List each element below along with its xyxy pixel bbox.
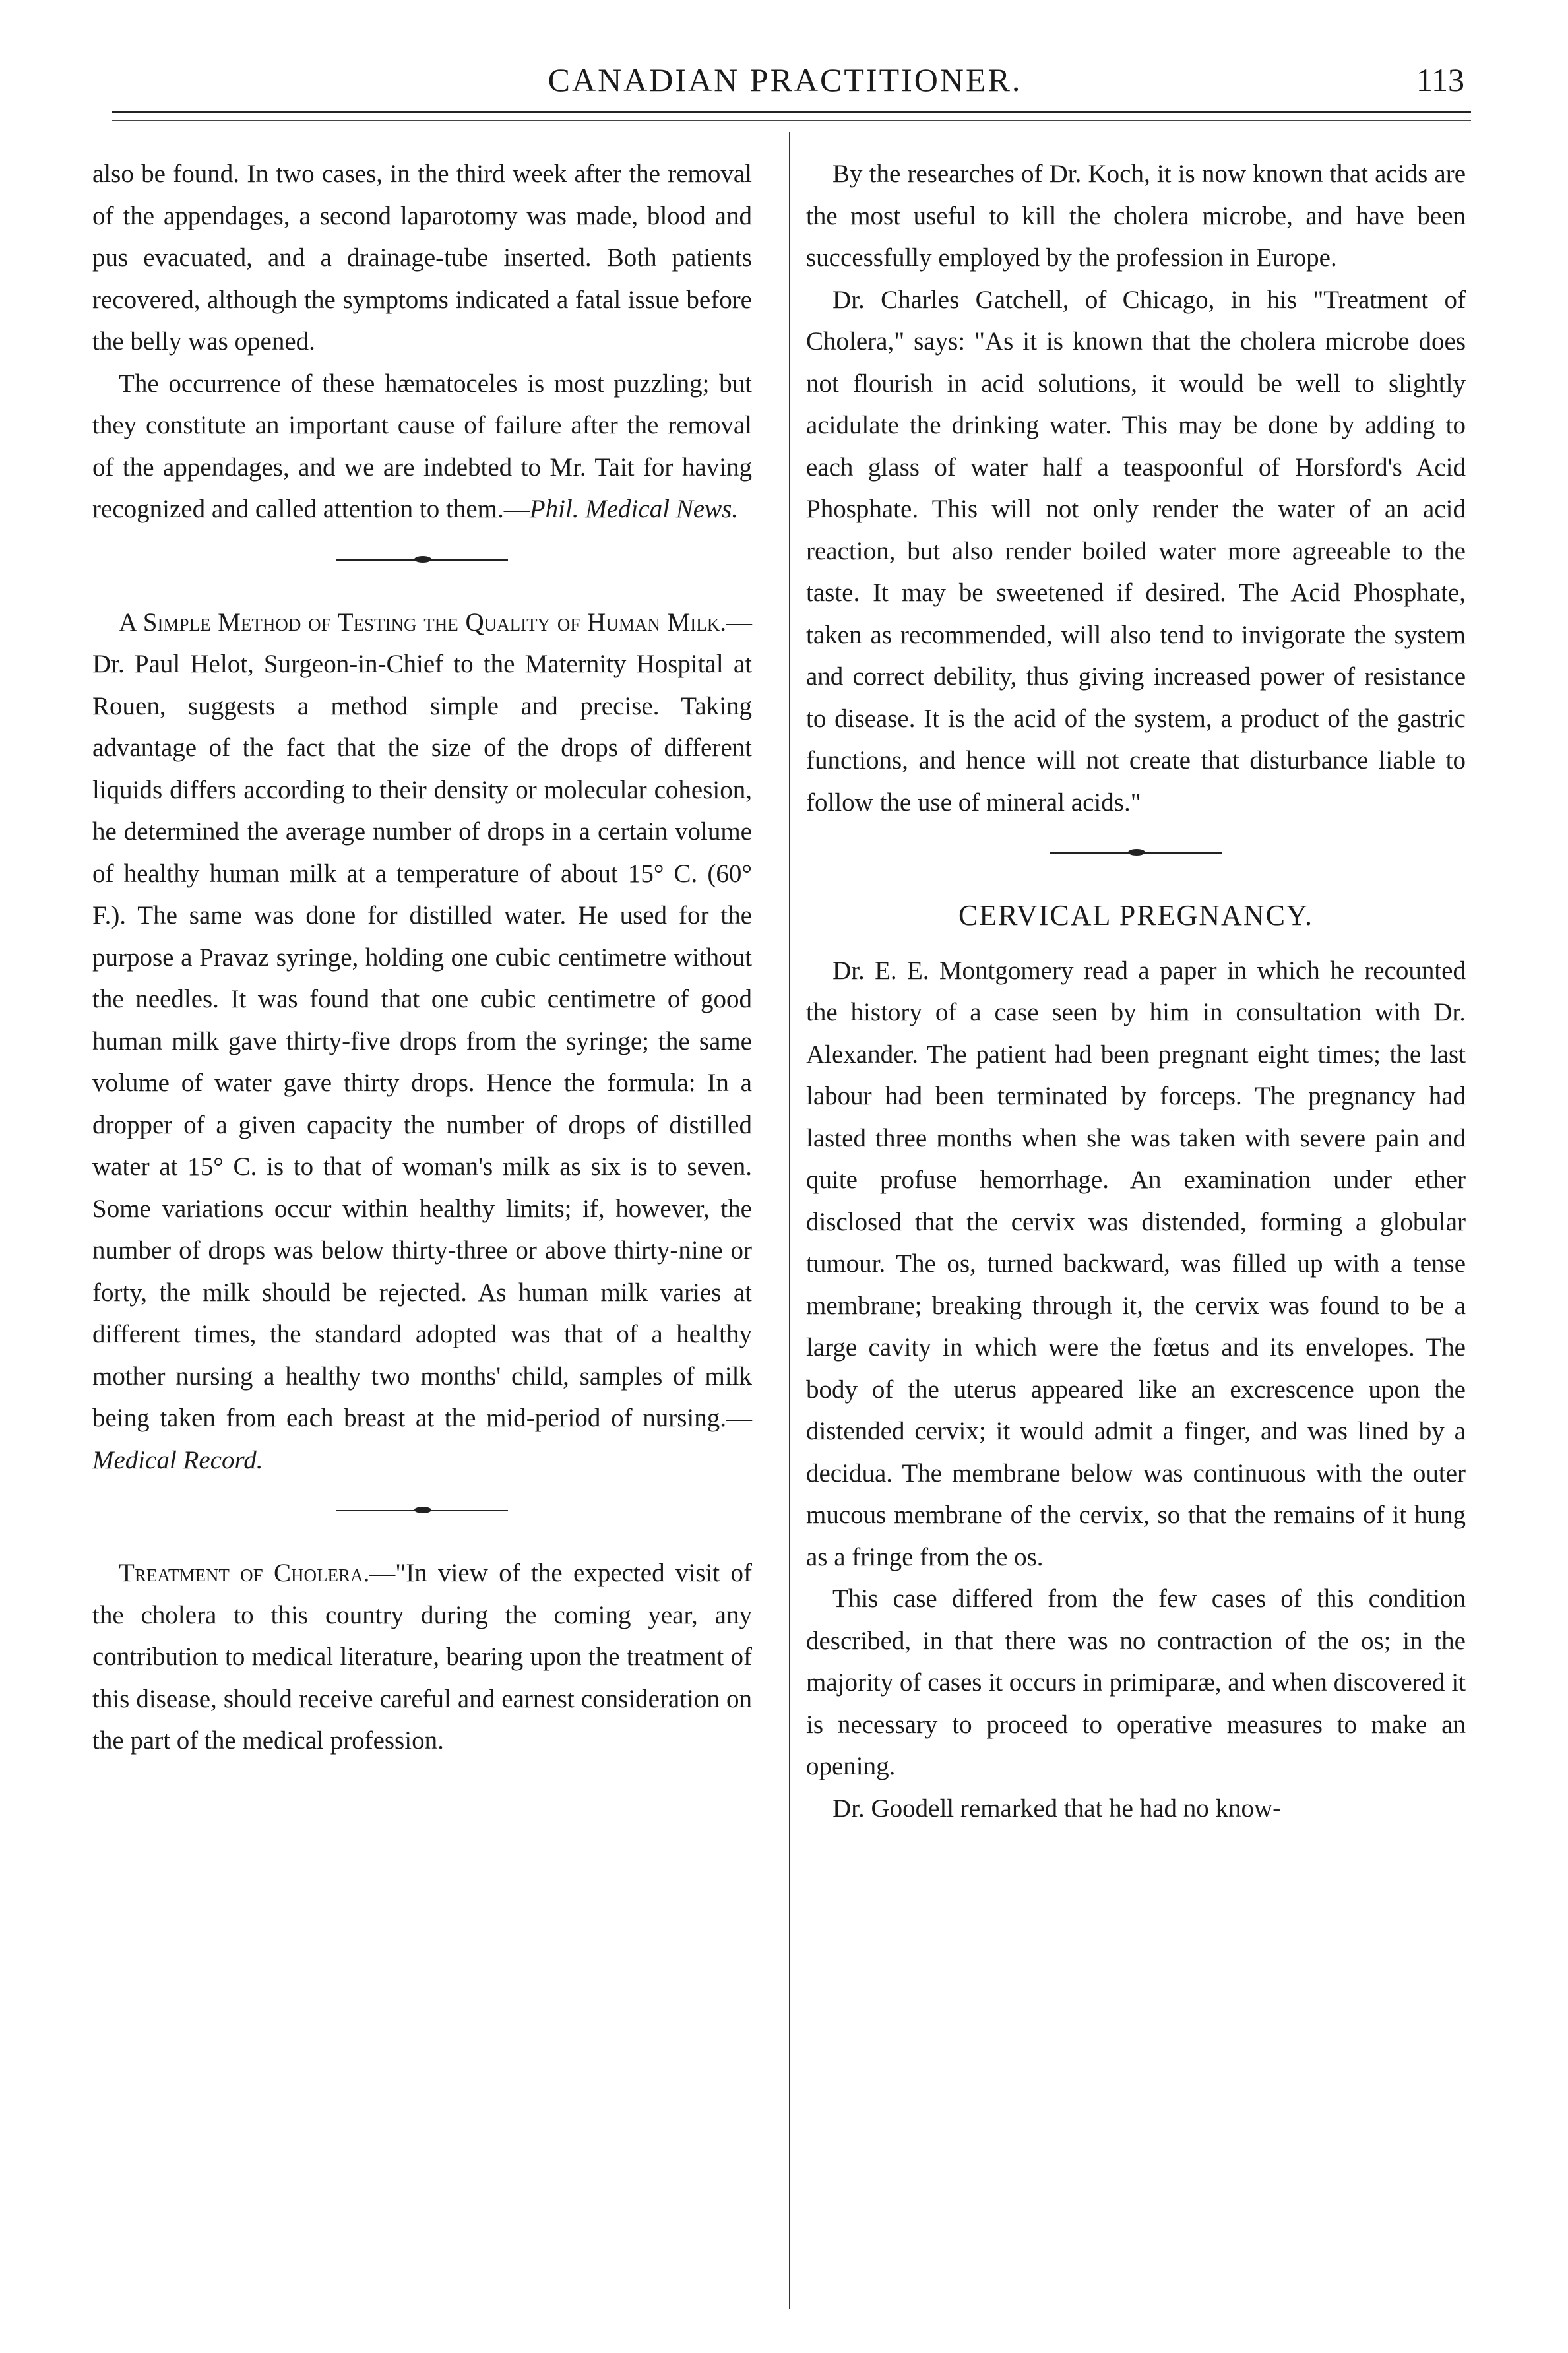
ornamental-rule <box>336 1510 508 1518</box>
paragraph-continued: also be found. In two cases, in the third week after the removal of the appendages, a second laparotomy was made, blood and pus evacuated, and a drainage-tube inserted. Both patients recovered, although the symptoms indicated a fatal issue before the belly was opened. <box>92 160 752 356</box>
left-column <box>92 153 752 1762</box>
article-heading: A Simple Method of Testing the Quality of Human Milk. <box>119 608 726 637</box>
journal-title: CANADIAN PRACTITIONER. <box>548 61 1022 98</box>
article-text: —Dr. Paul Helot, Surgeon-in-Chief to the Maternity Hospital at Rouen, suggests a method simple and precise. Taking advantage of the fact that the size of the drops of different liquids differs according to their density or molecular cohesion, he determined the average number of drops in a certain volume of healthy human milk at a temperature of about 15° C. (60° F.). The same was done for distilled water. He used for the purpose a Pravaz syringe, holding one cubic centimetre without the needles. It was found that one cubic centimetre of good human milk gave thirty-five drops from the syringe; the same volume of water gave thirty drops. Hence the formula: In a dropper of a given capacity the number of drops of distilled water at 15° C. is to that of woman's milk as six is to seven. Some variations occur within healthy limits; if, however, the number of drops was below thirty-three or above thirty-nine or forty, the milk should be rejected. As human milk varies at different times, the standard adopted was that of a healthy mother nursing a healthy two months' child, samples of milk being taken from each breast at the mid-period of nursing.— <box>92 608 752 1432</box>
paragraph-haematoceles <box>92 363 752 530</box>
section-title: CERVICAL PREGNANCY. <box>958 899 1314 931</box>
header-rule-thin <box>112 120 1471 121</box>
paragraph-case-differed: This case differed from the few cases of this condition described, in that there was no contraction of the os; in the majority of cases it occurs in primiparæ, and when discovered it is necessary to proceed to operative measures to make an opening. <box>806 1584 1466 1780</box>
paragraph-gatchell: Dr. Charles Gatchell, of Chicago, in his "Treatment of Cholera," says: "As it is known that the cholera microbe does not flourish in acid solutions, it would be well to slightly acidulate the drinking water. This may be done by adding to each glass of water half a teaspoonful of Horsford's Acid Phosphate. This will not only render the water of an acid reaction, but also render boiled water more agreeable to the taste. It may be sweetened if desired. The Acid Phosphate, taken as recommended, will also tend to invigorate the system and correct debility, thus giving increased power of resistance to disease. It is the acid of the system, a product of the gastric functions, and hence will not create that disturbance liable to follow the use of mineral acids." <box>806 285 1466 817</box>
header-rule-thick <box>112 111 1471 113</box>
column-divider <box>789 132 790 2309</box>
article-text: —"In view of the expected visit of the cholera to this country during the coming year, any contribution to medical literature, bearing upon the treatment of this disease, should receive careful and earnest consideration on the part of the medical profession. <box>92 1559 752 1755</box>
article-milk-testing <box>92 602 752 1482</box>
paragraph-koch: By the researches of Dr. Koch, it is now known that acids are the most useful to kill the cholera microbe, and have been successfully employed by the profession in Europe. <box>806 160 1466 272</box>
source-citation: Phil. Medical News. <box>529 495 739 523</box>
ornamental-rule <box>1050 852 1222 860</box>
paragraph-text: The occurrence of these hæmatoceles is most puzzling; but they constitute an important cause of failure after the removal of the appendages, and we are indebted to Mr. Tait for having recognized and called attention to them.— <box>92 369 752 523</box>
source-citation: Medical Record. <box>92 1445 263 1474</box>
page-number: 113 <box>1416 61 1464 98</box>
running-head <box>106 34 1464 107</box>
paragraph-montgomery: Dr. E. E. Montgomery read a paper in which he recounted the history of a case seen by him in consultation with Dr. Alexander. The patient had been pregnant eight times; the last labour had been terminated by forceps. The pregnancy had lasted three months when she was taken with severe pain and quite profuse hemorrhage. An examination under ether disclosed that the cervix was distended, forming a globular tumour. The os, turned backward, was filled up with a tense membrane; breaking through it, the cervix was found to be a large cavity in which were the fœtus and its envelopes. The body of the uterus appeared like an excrescence upon the distended cervix; it would admit a finger, and was lined by a decidua. The membrane below was continuous with the outer mucous membrane of the cervix, so that the remains of it hung as a fringe from the os. <box>806 956 1466 1571</box>
article-heading: Treatment of Cholera. <box>119 1559 370 1587</box>
paragraph-goodell: Dr. Goodell remarked that he had no know- <box>832 1794 1282 1823</box>
right-column <box>806 153 1466 1829</box>
ornamental-rule <box>336 559 508 567</box>
article-cholera-treatment <box>92 1552 752 1762</box>
